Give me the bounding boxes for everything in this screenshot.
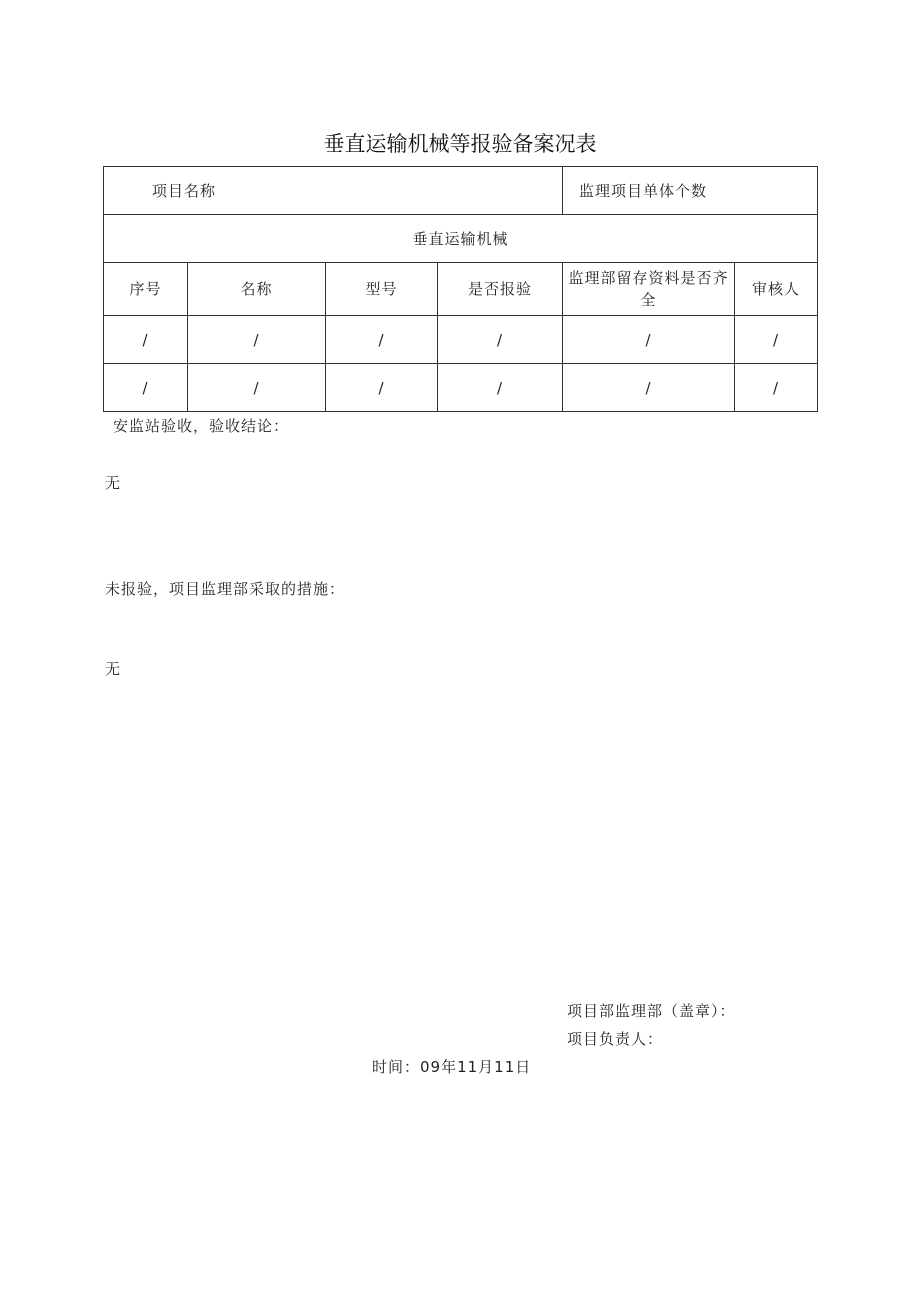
table-cell: / — [438, 364, 563, 412]
table-header-row — [104, 263, 818, 316]
supervision-dept-label: 项目部监理部（盖章）： — [567, 1002, 736, 1020]
acceptance-label: 安监站验收，验收结论： — [113, 417, 290, 435]
unit-count-label: 监理项目单体个数 — [563, 167, 818, 215]
table-cell: / — [438, 316, 563, 364]
header-documents: 监理部留存资料是否齐全 — [563, 263, 735, 316]
document-title: 垂直运输机械等报验备案况表 — [323, 132, 597, 156]
section-title: 垂直运输机械 — [104, 215, 818, 263]
table-cell: / — [104, 316, 188, 364]
project-leader-label: 项目负责人： — [567, 1030, 664, 1048]
table-cell: / — [326, 316, 438, 364]
table-cell: / — [104, 364, 188, 412]
header-name: 名称 — [188, 263, 326, 316]
table-cell: / — [735, 316, 818, 364]
date-line: 时间：09年11月11日 — [372, 1058, 532, 1076]
header-index: 序号 — [104, 263, 188, 316]
record-table — [103, 166, 818, 412]
table-row — [104, 316, 818, 364]
header-inspected: 是否报验 — [438, 263, 563, 316]
project-name-label: 项目名称 — [104, 167, 563, 215]
header-model: 型号 — [326, 263, 438, 316]
acceptance-value: 无 — [105, 474, 122, 492]
table-cell: / — [188, 316, 326, 364]
measures-label: 未报验，项目监理部采取的措施： — [105, 580, 346, 598]
table-cell: / — [735, 364, 818, 412]
table-cell: / — [563, 316, 735, 364]
table-cell: / — [188, 364, 326, 412]
table-cell: / — [326, 364, 438, 412]
table-cell: / — [563, 364, 735, 412]
header-reviewer: 审核人 — [735, 263, 818, 316]
table-row — [104, 364, 818, 412]
table-row — [104, 215, 818, 263]
measures-value: 无 — [105, 660, 122, 678]
table-row — [104, 167, 818, 215]
